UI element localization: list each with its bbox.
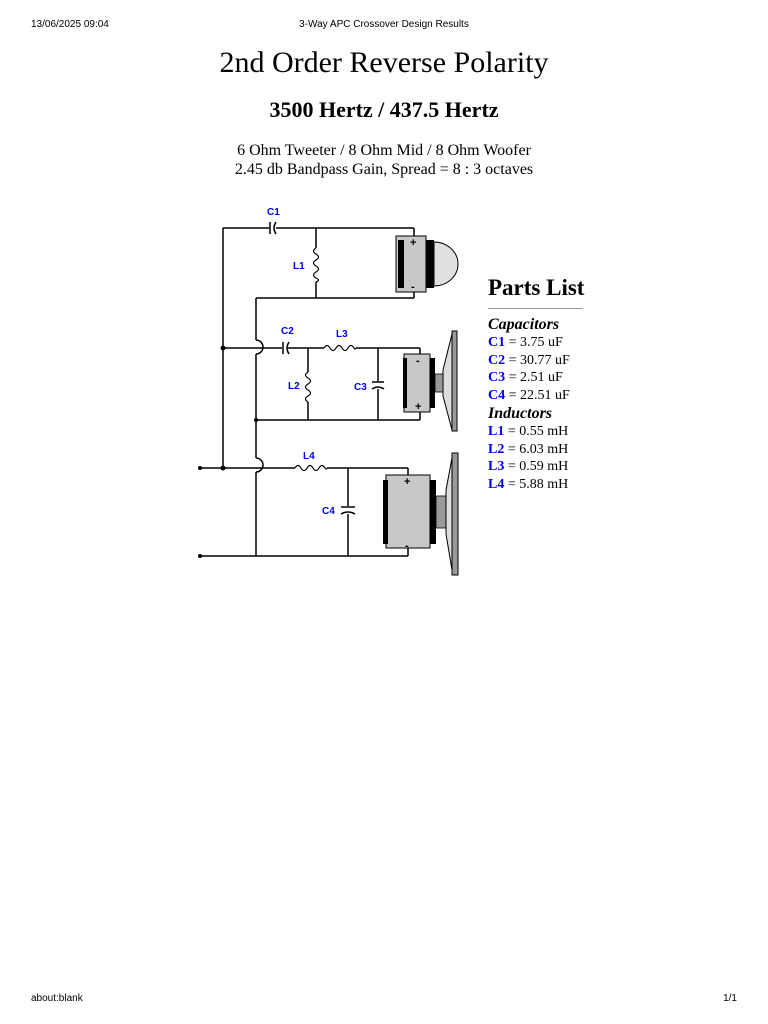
part-row-c2 xyxy=(488,352,598,370)
part-value: = 0.55 mH xyxy=(504,424,569,439)
part-row-l3 xyxy=(488,458,598,476)
part-id: L4 xyxy=(488,476,505,492)
design-info xyxy=(0,141,768,179)
inductors-heading: Inductors xyxy=(488,405,553,422)
part-value: = 22.51 uF xyxy=(505,387,570,403)
parts-list xyxy=(488,272,598,493)
part-row-c4 xyxy=(488,387,598,405)
part-id: C4 xyxy=(488,387,506,403)
document-subtitle: 3500 Hertz / 437.5 Hertz xyxy=(269,97,499,122)
part-id: L1 xyxy=(488,424,505,439)
document-title: 2nd Order Reverse Polarity xyxy=(219,46,549,79)
part-value: = 0.59 mH xyxy=(504,459,569,474)
print-page-title: 3-Way APC Crossover Design Results xyxy=(299,19,469,30)
print-url: about:blank xyxy=(31,993,83,1004)
part-row-c1 xyxy=(488,334,598,352)
part-id: L2 xyxy=(488,441,505,457)
part-id: C3 xyxy=(488,370,506,385)
part-value: = 30.77 uF xyxy=(505,352,570,368)
woofer-minus: - xyxy=(405,540,409,552)
tweeter-minus: - xyxy=(411,281,415,293)
label-c4: C4 xyxy=(322,506,335,517)
part-row-l4 xyxy=(488,476,598,494)
part-value: = 6.03 mH xyxy=(504,441,569,457)
woofer-plus: + xyxy=(404,476,411,488)
part-id: C2 xyxy=(488,352,506,368)
print-datetime: 13/06/2025 09:04 xyxy=(31,19,109,30)
part-id: L3 xyxy=(488,459,505,474)
part-value: = 5.88 mH xyxy=(504,476,569,492)
label-c3: C3 xyxy=(354,382,367,393)
label-l4: L4 xyxy=(303,451,315,462)
crossover-schematic xyxy=(190,198,470,583)
label-l3: L3 xyxy=(336,329,348,340)
driver-impedances: 6 Ohm Tweeter / 8 Ohm Mid / 8 Ohm Woofer xyxy=(237,142,531,159)
mid-plus: - xyxy=(416,355,420,367)
label-c2: C2 xyxy=(281,326,294,337)
part-value: = 2.51 uF xyxy=(505,370,563,385)
part-value: = 3.75 uF xyxy=(505,335,563,350)
parts-list-title: Parts List xyxy=(488,272,583,309)
label-l2: L2 xyxy=(288,381,300,392)
part-row-c3 xyxy=(488,369,598,387)
midrange-speaker xyxy=(403,331,457,431)
label-c1: C1 xyxy=(267,207,280,218)
part-row-l1 xyxy=(488,423,598,441)
tweeter-plus: + xyxy=(410,237,417,249)
bandpass-gain: 2.45 db Bandpass Gain, Spread = 8 : 3 octaves xyxy=(234,161,534,178)
part-row-l2 xyxy=(488,441,598,459)
tweeter-speaker xyxy=(396,236,458,292)
mid-minus: + xyxy=(415,401,422,413)
capacitors-heading: Capacitors xyxy=(488,316,560,333)
label-l1: L1 xyxy=(293,261,305,272)
part-id: C1 xyxy=(488,335,506,350)
print-page-number: 1/1 xyxy=(723,993,737,1004)
